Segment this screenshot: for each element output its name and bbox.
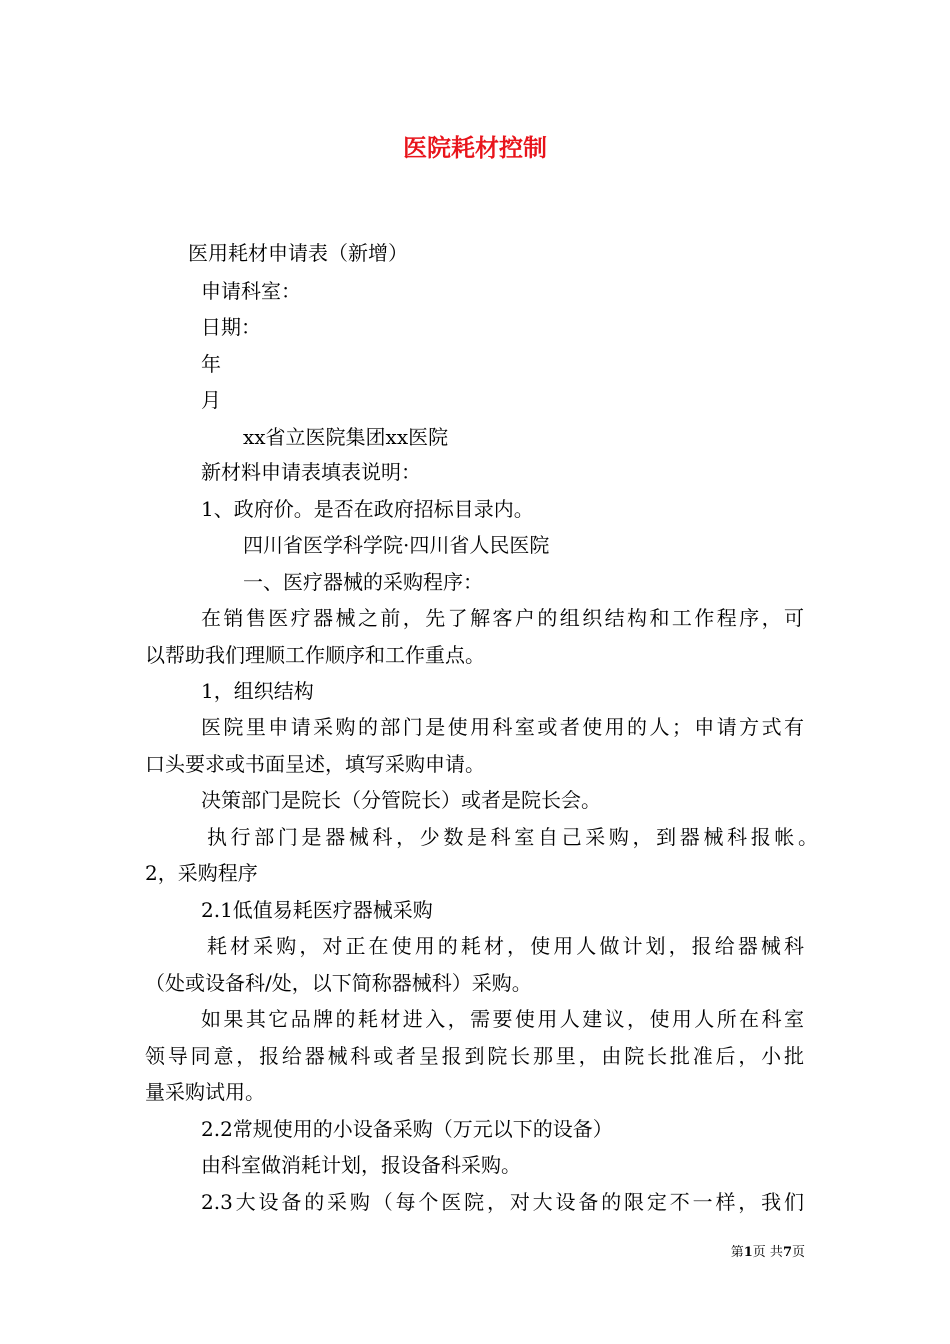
institution-line: 四川省医学科学院·四川省人民医院 xyxy=(243,533,550,557)
subheading-line: 2.2常规使用的小设备采购（万元以下的设备） xyxy=(201,1117,613,1141)
subheading-line: 2.1低值易耗医疗器械采购 xyxy=(201,898,433,922)
subheading-line: 2，采购程序 xyxy=(145,861,258,885)
date-field-line: 日期： xyxy=(201,315,261,339)
footer-middle: 页 共 xyxy=(752,1245,783,1260)
paragraph-line: 领导同意，报给器械科或者呈报到院长那里，由院长批准后，小批 xyxy=(145,1044,804,1068)
page-footer xyxy=(0,1244,805,1262)
paragraph-line: 在销售医疗器械之前，先了解客户的组织结构和工作程序，可 xyxy=(201,606,804,630)
month-field-line: 月 xyxy=(201,388,221,412)
paragraph-line: 口头要求或书面呈述，填写采购申请。 xyxy=(145,752,485,776)
paragraph-line: 由科室做消耗计划，报设备科采购。 xyxy=(201,1153,521,1177)
paragraph-line: 如果其它品牌的耗材进入，需要使用人建议，使用人所在科室 xyxy=(201,1007,804,1031)
footer-suffix: 页 xyxy=(791,1245,805,1260)
paragraph-line: 以帮助我们理顺工作顺序和工作重点。 xyxy=(145,643,485,667)
footer-page-number: 1 xyxy=(743,1245,753,1260)
form-title-line: 医用耗材申请表（新增） xyxy=(188,241,408,265)
footer-prefix: 第 xyxy=(730,1245,744,1260)
hospital-group-line: xx省立医院集团xx医院 xyxy=(243,425,449,449)
department-field-line: 申请科室： xyxy=(201,279,301,303)
subheading-line: 1，组织结构 xyxy=(201,679,314,703)
paragraph-line: 执行部门是器械科，少数是科室自己采购，到器械科报帐。 xyxy=(207,825,818,849)
paragraph-line: 医院里申请采购的部门是使用科室或者使用的人；申请方式有 xyxy=(201,715,804,739)
instructions-heading-line: 新材料申请表填表说明： xyxy=(201,460,421,484)
subheading-line: 2.3大设备的采购（每个医院，对大设备的限定不一样，我们 xyxy=(201,1190,804,1214)
page-title: 医院耗材控制 xyxy=(403,134,547,162)
paragraph-line: 决策部门是院长（分管院长）或者是院长会。 xyxy=(201,788,601,812)
paragraph-line: （处或设备科/处，以下简称器械科）采购。 xyxy=(145,971,532,995)
paragraph-line: 耗材采购，对正在使用的耗材，使用人做计划，报给器械科 xyxy=(207,934,804,958)
paragraph-line: 量采购试用。 xyxy=(145,1080,265,1104)
year-field-line: 年 xyxy=(201,352,221,376)
footer-total-pages: 7 xyxy=(782,1245,792,1260)
section-heading-line: 一、医疗器械的采购程序： xyxy=(243,570,483,594)
instructions-item-line: 1、政府价。是否在政府招标目录内。 xyxy=(201,497,534,521)
